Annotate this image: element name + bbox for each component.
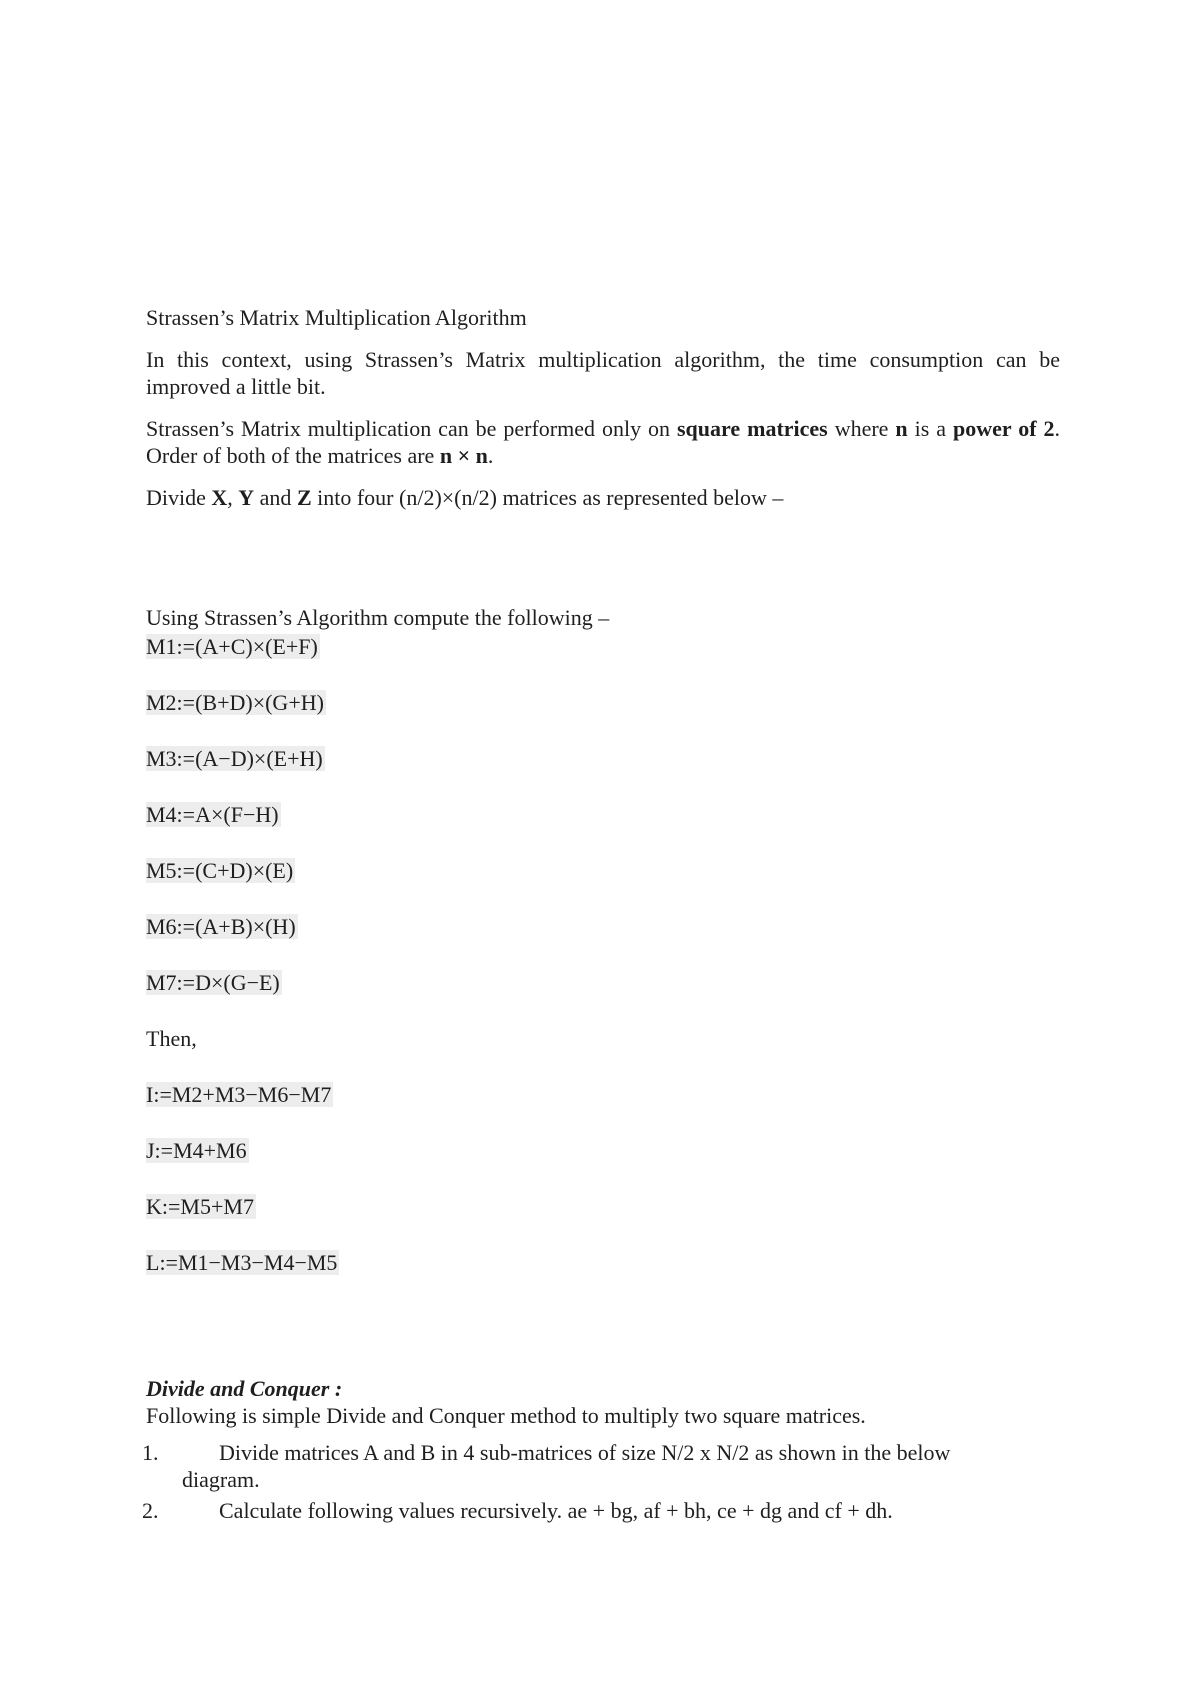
equation-text: M3:=(A−D)×(E+H) bbox=[146, 746, 323, 771]
step-text-line2: diagram. bbox=[182, 1467, 260, 1492]
equation-j bbox=[146, 1137, 1060, 1164]
equation-i bbox=[146, 1081, 1060, 1108]
equation-m2 bbox=[146, 689, 1060, 716]
equation-text: M1:=(A+C)×(E+F) bbox=[146, 634, 318, 659]
text-run: where bbox=[827, 416, 896, 441]
text-run: . bbox=[487, 443, 494, 468]
text-run: and bbox=[254, 485, 297, 510]
equation-text: M7:=D×(G−E) bbox=[146, 970, 280, 995]
text-run: into four (n/2)×(n/2) matrices as represented below – bbox=[311, 485, 784, 510]
equation-l bbox=[146, 1249, 1060, 1276]
bold-n: n bbox=[895, 416, 908, 441]
equation-m6 bbox=[146, 913, 1060, 940]
equation-m7 bbox=[146, 969, 1060, 996]
equation-m5 bbox=[146, 857, 1060, 884]
text-run: . Order of both of the matrices are bbox=[146, 416, 1060, 468]
equation-text: M2:=(B+D)×(G+H) bbox=[146, 690, 324, 715]
step-item bbox=[142, 1439, 1060, 1493]
equation-text: M5:=(C+D)×(E) bbox=[146, 858, 294, 883]
square-matrices-paragraph bbox=[146, 415, 1060, 469]
step-text-line1: Divide matrices A and B in 4 sub-matrices of size N/2 x N/2 as shown in the below bbox=[219, 1440, 951, 1465]
equation-text: M6:=(A+B)×(H) bbox=[146, 914, 296, 939]
intro-paragraph: In this context, using Strassen’s Matrix multiplication algorithm, the time consumption can be improved a little bit. bbox=[146, 347, 1060, 399]
compute-intro: Using Strassen’s Algorithm compute the following – bbox=[146, 605, 610, 630]
m-equation-list bbox=[146, 633, 1060, 996]
text-run: , bbox=[227, 485, 239, 510]
then-label: Then, bbox=[146, 1026, 197, 1051]
equation-text: K:=M5+M7 bbox=[146, 1194, 254, 1219]
document-content bbox=[142, 304, 1060, 1528]
equation-k bbox=[146, 1193, 1060, 1220]
bold-x: X bbox=[211, 485, 228, 510]
divide-conquer-steps bbox=[142, 1439, 1060, 1524]
bold-y: Y bbox=[238, 485, 255, 510]
bold-n-by-n: n × n bbox=[439, 443, 488, 468]
spacer bbox=[146, 1305, 1060, 1375]
equation-text: I:=M2+M3−M6−M7 bbox=[146, 1082, 332, 1107]
equation-text: M4:=A×(F−H) bbox=[146, 802, 279, 827]
divide-conquer-intro: Following is simple Divide and Conquer method to multiply two square matrices. bbox=[146, 1403, 866, 1428]
bold-square-matrices: square matrices bbox=[677, 416, 828, 441]
result-equation-list bbox=[146, 1081, 1060, 1276]
bold-power-of-2: power of 2 bbox=[952, 416, 1055, 441]
equation-m1 bbox=[146, 633, 1060, 660]
equation-m3 bbox=[146, 745, 1060, 772]
document-title: Strassen’s Matrix Multiplication Algorithm bbox=[146, 305, 527, 330]
step-item bbox=[142, 1497, 1060, 1524]
step-number: 1. bbox=[142, 1440, 159, 1465]
step-text-line1: Calculate following values recursively. ae + bg, af + bh, ce + dg and cf + dh. bbox=[219, 1498, 893, 1523]
divide-paragraph bbox=[146, 484, 1060, 511]
equation-m4 bbox=[146, 801, 1060, 828]
bold-z: Z bbox=[296, 485, 312, 510]
divide-conquer-heading: Divide and Conquer : bbox=[146, 1376, 343, 1401]
equation-text: J:=M4+M6 bbox=[146, 1138, 247, 1163]
spacer bbox=[146, 526, 1060, 604]
step-number: 2. bbox=[142, 1498, 159, 1523]
text-run: is a bbox=[907, 416, 953, 441]
text-run: Divide bbox=[146, 485, 212, 510]
equation-text: L:=M1−M3−M4−M5 bbox=[146, 1250, 338, 1275]
text-run: Strassen’s Matrix multiplication can be performed only on bbox=[146, 416, 677, 441]
